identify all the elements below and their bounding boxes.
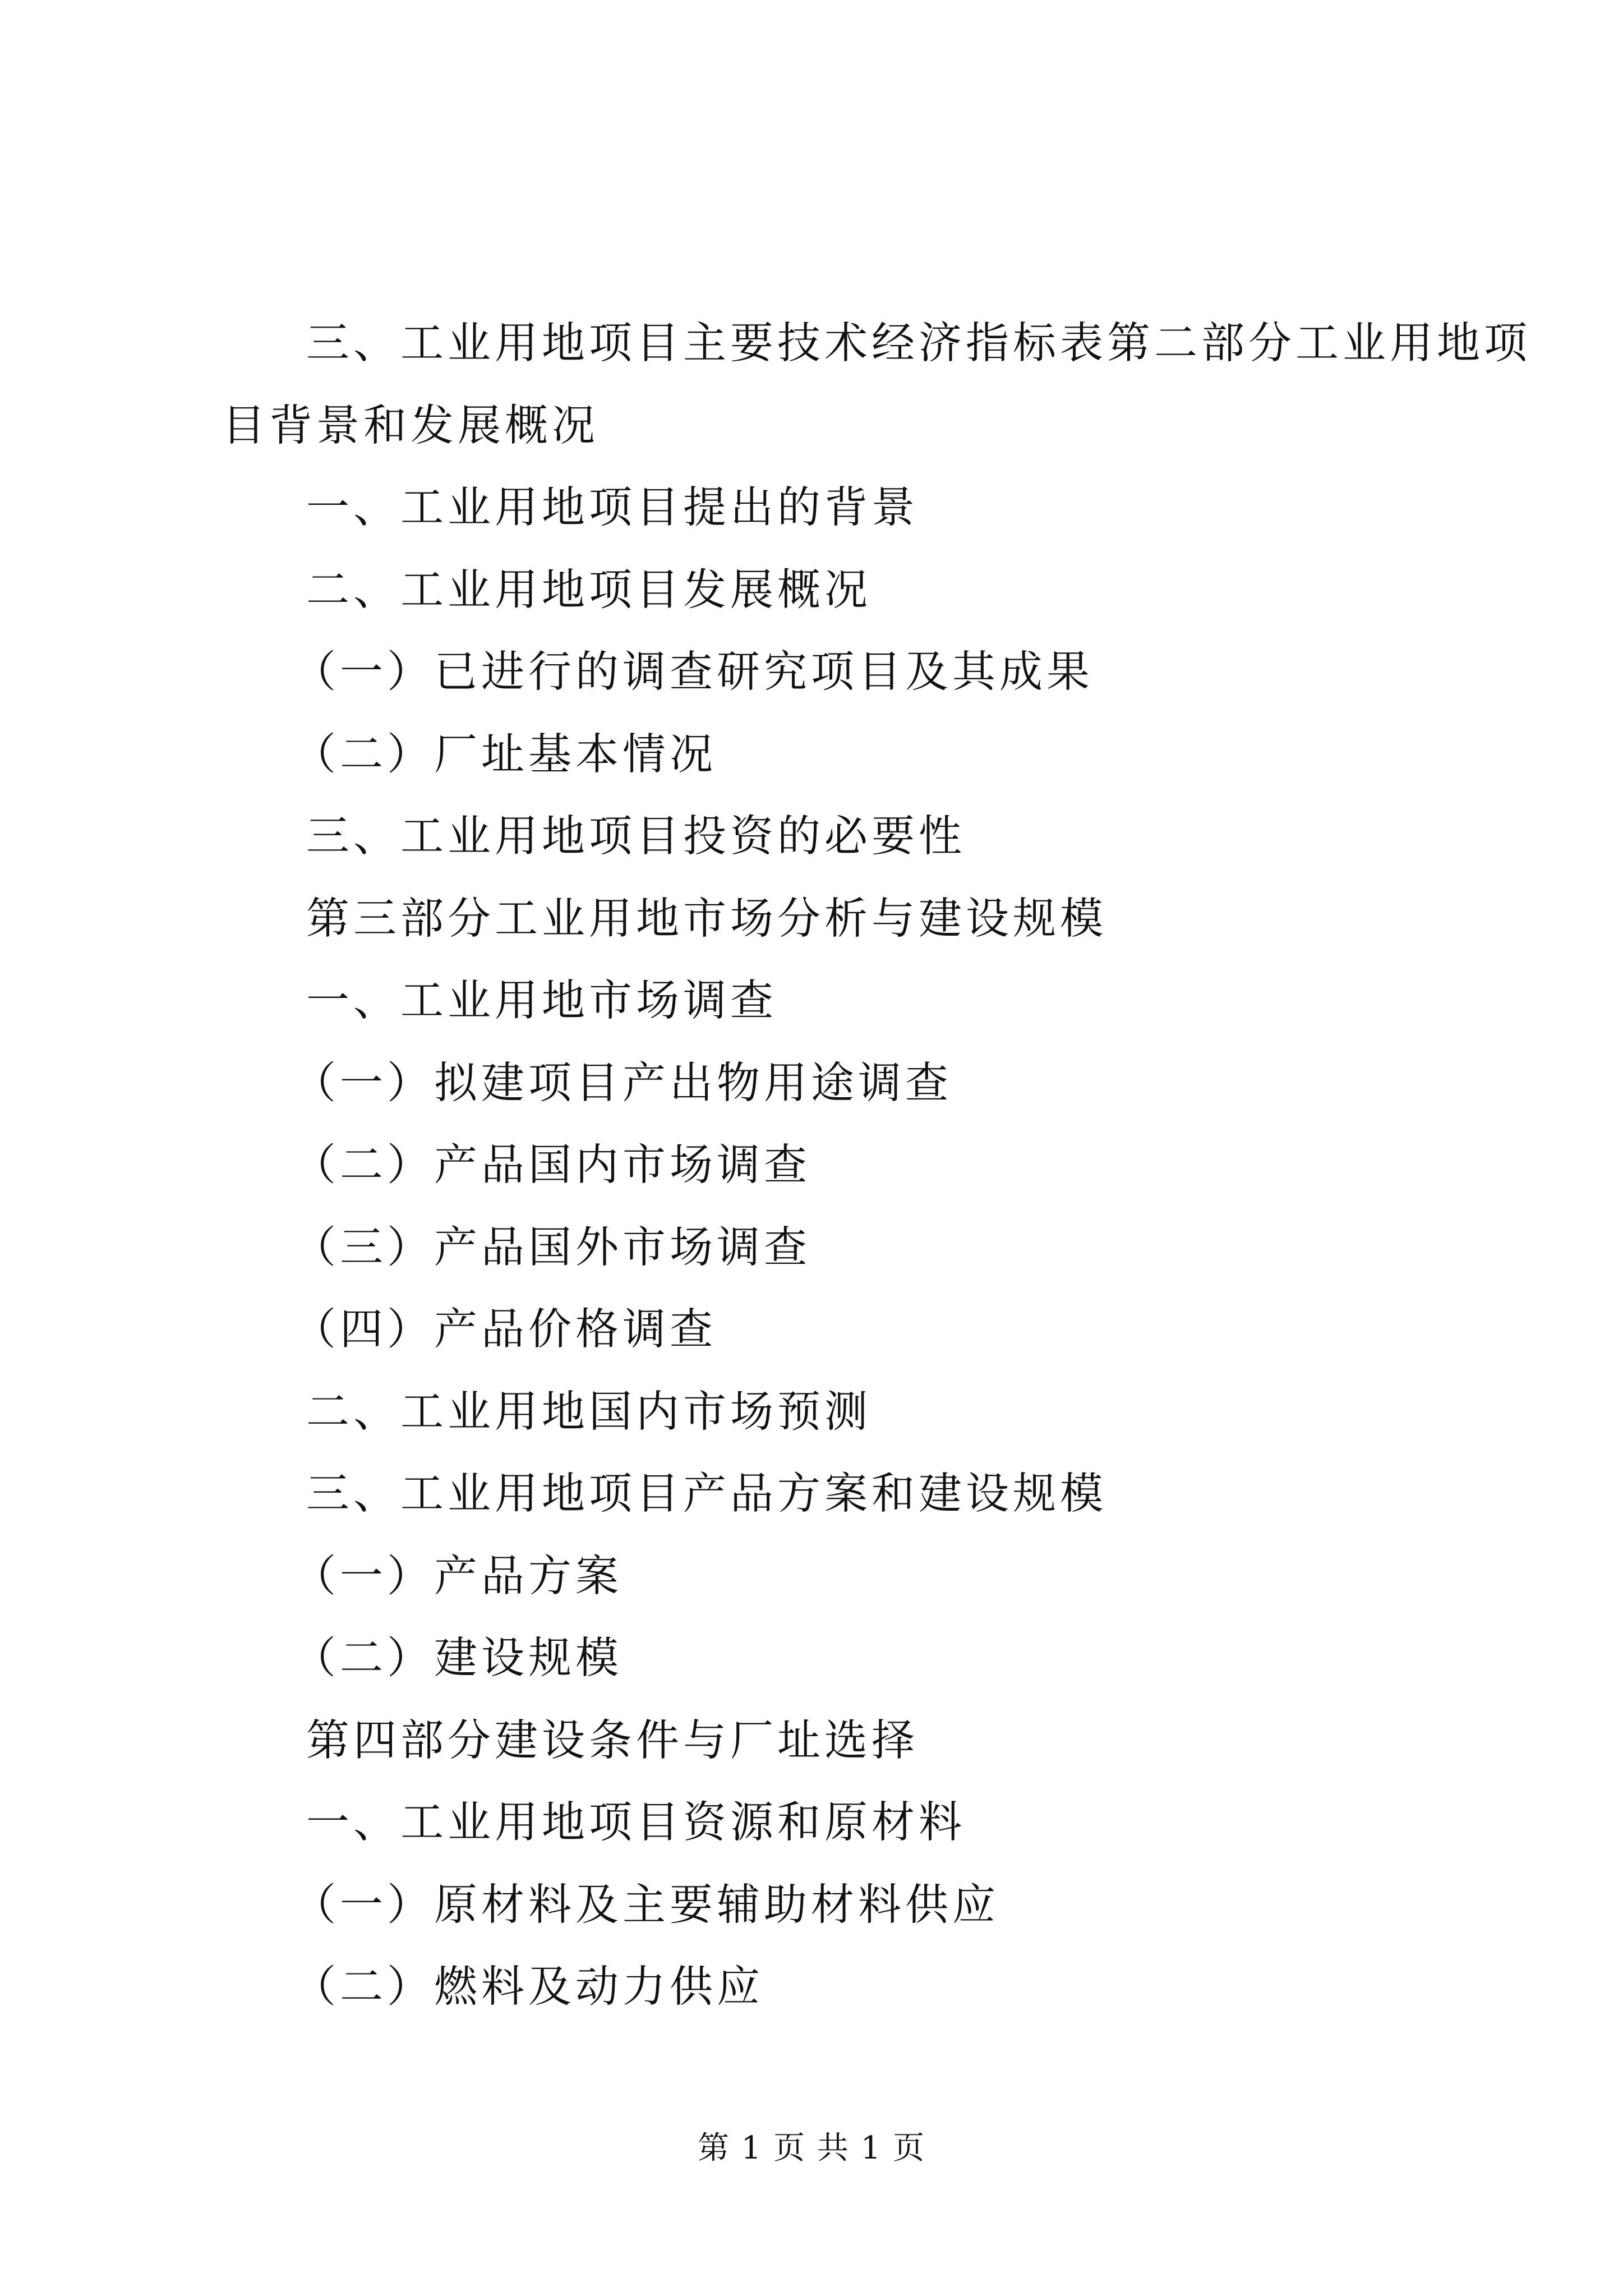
outline-subitem: （三）产品国外市场调查 <box>293 1222 811 1273</box>
outline-subitem: （二）厂址基本情况 <box>293 729 717 780</box>
outline-item: 一、工业用地市场调查 <box>306 976 777 1026</box>
outline-item: 三、工业用地项目产品方案和建设规模 <box>306 1469 1107 1519</box>
text-line: 目背景和发展概况 <box>222 401 599 451</box>
outline-subitem: （一）原材料及主要辅助材料供应 <box>293 1880 999 1930</box>
outline-subitem: （二）产品国内市场调查 <box>293 1140 811 1190</box>
outline-subitem: （一）已进行的调查研究项目及其成果 <box>293 647 1094 697</box>
outline-item: 二、工业用地国内市场预测 <box>306 1387 872 1437</box>
outline-subitem: （一）拟建项目产出物用途调查 <box>293 1058 952 1108</box>
outline-subitem: （一）产品方案 <box>293 1551 623 1602</box>
outline-item: 三、工业用地项目投资的必要性 <box>306 812 966 862</box>
outline-item: 二、工业用地项目发展概况 <box>306 565 872 615</box>
page-footer: 第 1 页 共 1 页 <box>697 2130 926 2166</box>
text-line: 三、工业用地项目主要技术经济指标表第二部分工业用地项 <box>306 319 1531 369</box>
outline-item: 一、工业用地项目提出的背景 <box>306 483 919 533</box>
outline-subitem: （二）建设规模 <box>293 1634 623 1683</box>
intro-paragraph <box>222 303 1531 467</box>
outline-subitem: （二）燃料及动力供应 <box>293 1962 764 2012</box>
section-heading: 第四部分建设条件与厂址选择 <box>306 1715 919 1766</box>
outline-subitem: （四）产品价格调查 <box>293 1305 717 1355</box>
section-heading: 第三部分工业用地市场分析与建设规模 <box>306 894 1107 944</box>
document-body <box>222 303 1531 2029</box>
outline-item: 一、工业用地项目资源和原材料 <box>306 1798 966 1848</box>
